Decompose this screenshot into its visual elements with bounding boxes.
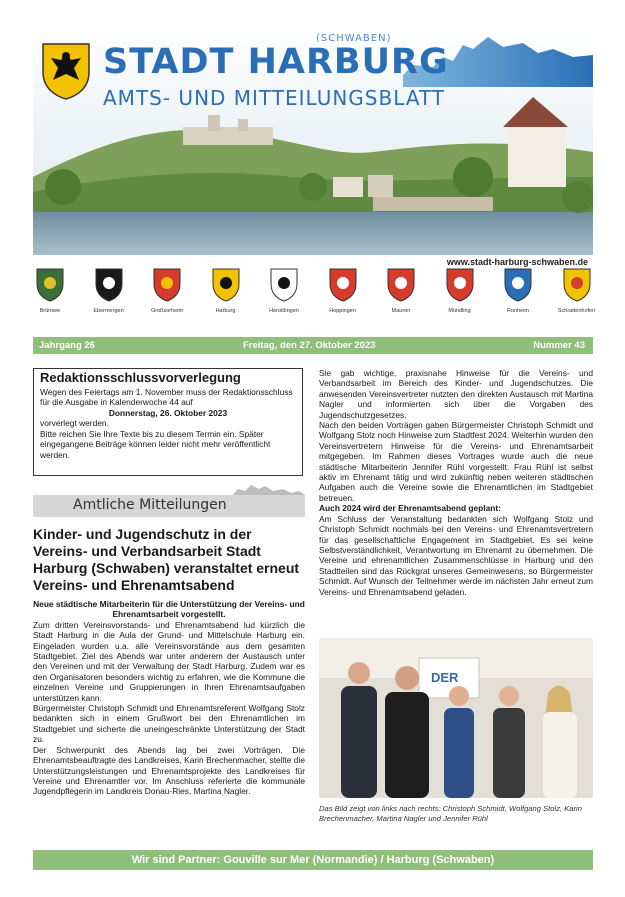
district-crest-label: Mündling bbox=[448, 308, 471, 314]
article-subheadline: Neue städtische Mitarbeiterin für die Unterstützung der Vereins- und Ehrenamtsarbeit vorgestellt. bbox=[33, 599, 305, 620]
deadline-notice-box bbox=[33, 368, 303, 476]
partner-footer: Wir sind Partner: Gouville sur Mer (Normandie) / Harburg (Schwaben) bbox=[33, 850, 593, 870]
section-label: Amtliche Mitteilungen bbox=[73, 497, 227, 513]
district-crest-icon bbox=[329, 268, 357, 302]
district-crest-icon bbox=[387, 268, 415, 302]
district-crest-label: Ebermergen bbox=[93, 308, 124, 314]
district-crest-icon bbox=[270, 268, 298, 302]
issue-volume: Jahrgang 26 bbox=[39, 340, 95, 351]
website-link[interactable]: www.stadt-harburg-schwaben.de bbox=[446, 257, 588, 267]
district-crest-label: Brünsee bbox=[39, 308, 61, 314]
district-crest-label: Schrattenhofen bbox=[557, 308, 596, 314]
photo-caption: Das Bild zeigt von links nach rechts: Christoph Schmidt, Wolfgang Stolz, Karin Brechenmacher, Martina Nagler und Jennifer Rühl bbox=[319, 804, 582, 823]
district-crest-icon bbox=[36, 268, 64, 302]
district-crest-icon bbox=[504, 268, 532, 302]
district-crest-label: Großsorheim bbox=[150, 308, 184, 314]
district-crest-icon bbox=[153, 268, 181, 302]
masthead-region: (SCHWABEN) bbox=[316, 33, 392, 44]
masthead-title bbox=[103, 42, 449, 82]
district-crest-label: Mauren bbox=[391, 308, 411, 314]
article-left-column bbox=[33, 526, 305, 797]
district-crest bbox=[254, 268, 314, 314]
district-crest-label: Harburg bbox=[215, 308, 236, 314]
issue-date: Freitag, den 27. Oktober 2023 bbox=[243, 340, 376, 351]
masthead-title-part2: HARBURG bbox=[247, 42, 449, 82]
district-crest-icon bbox=[212, 268, 240, 302]
district-crest-label: Heroldingen bbox=[269, 308, 299, 314]
masthead-title-part1: STADT bbox=[103, 42, 235, 82]
district-crest bbox=[313, 268, 373, 314]
article-paragraph-3: Der Schwerpunkt des Abends lag bei zwei Vorträgen. Die Ehrenamtsbeauftragte des Landkreises, Karin Brechenmacher, stellte die Unterstützungsleistungen und Ehrenamtsprojekte des Landkreises für Vereine und Ehrenamtler vor. Im Anschluss referierte die kommunale Jugendpflegerin im Landkreis Donau-Ries, Martina Nagler. bbox=[33, 744, 305, 797]
section-banner bbox=[33, 483, 305, 519]
article-paragraph-6: Am Schluss der Veranstaltung bedankten sich Wolfgang Stolz und Christoph Schmidt nochmals bei den Vereins- und Ehrenamtsvertretern für das gesellschaftliche Engagement im Stadtgebiet. Es sei keine Selbstverständlichkeit, Verantwortung im Ehrenamt zu übernehmen. Die Vereine und ehrenamtlichen Zusammenschlüsse in Harburg und den Stadtteilen sind das Rückgrat unseres Gemeinwesens, so Bürgermeister Schmidt. Auf Wunsch der Teilnehmer werde im nächsten Jahr erneut zum Vereins- und Ehrenamtsabend geladen. bbox=[319, 513, 593, 597]
group-photo bbox=[319, 638, 593, 798]
district-crest-icon bbox=[446, 268, 474, 302]
article-headline: Kinder- und Jugendschutz in der Vereins- und Verbandsarbeit Stadt Harburg (Schwaben) veranstaltet erneut Vereins- und Ehrenamtsabend bbox=[33, 526, 300, 593]
district-crest-label: Hoppingen bbox=[329, 308, 356, 314]
district-crest bbox=[137, 268, 197, 314]
notice-date: Donnerstag, 26. Oktober 2023 bbox=[108, 407, 228, 418]
notice-text-2: vorverlegt werden. bbox=[40, 418, 109, 428]
article-subheading: Auch 2024 wird der Ehrenamtsabend geplant: bbox=[319, 503, 501, 514]
masthead-subtitle: AMTS- UND MITTEILUNGSBLATT bbox=[103, 86, 446, 110]
masthead bbox=[33, 27, 593, 255]
district-crest bbox=[79, 268, 139, 314]
district-crest bbox=[430, 268, 490, 314]
district-crest bbox=[488, 268, 548, 314]
issue-info-bar bbox=[33, 337, 593, 354]
harburg-crest-icon bbox=[41, 42, 91, 100]
district-crest bbox=[547, 268, 607, 314]
district-crests bbox=[20, 268, 610, 330]
district-crest bbox=[371, 268, 431, 314]
article-paragraph-1: Zum dritten Vereinsvorstands- und Ehrenamtsabend lud kürzlich die Stadt Harburg in die Aula der Grund- und Mittelschule Harburg ein. Eingeladen wurden u.a. alle Vereinsvorstände aus dem gesamten Stadtgebiet. Ziel des Abends war unter anderem der Austausch unter den Vereinen und mit der Verwaltung der Stadt Harburg. Zudem war es den Organisatoren besonders wichtig zu erfahren, wie die Kommune die einzelnen Vereine und Gruppierungen in Ihren Ehrenamtsaufgaben unterstützen kann. bbox=[33, 619, 305, 703]
issue-number: Nummer 43 bbox=[533, 340, 585, 351]
district-crest-icon bbox=[95, 268, 123, 302]
district-crest bbox=[20, 268, 80, 314]
district-crest bbox=[196, 268, 256, 314]
article-right-column bbox=[319, 368, 593, 597]
notice-text-1: Wegen des Feiertags am 1. November muss der Redaktionsschluss für die Ausgabe in Kalenderwoche 44 auf bbox=[40, 386, 293, 407]
photo-sign-text: DER bbox=[431, 670, 459, 685]
notice-text-3: Bitte reichen Sie Ihre Texte bis zu diesem Termin ein. Später eingegangene Beiträge können leider nicht mehr veröffentlicht werden. bbox=[40, 428, 271, 460]
article-paragraph-4: Sie gab wichtige, praxisnahe Hinweise für die Vereins- und Verbandsarbeit im Bereich des Kinder- und Jugendschutzes. Die anwesenden Vereinsvertreter nutzten den direkten Austausch mit Martina Nagler und informierten sich über die Vorgaben des Jugendschutzgesetzes. bbox=[319, 368, 593, 420]
article-paragraph-2: Bürgermeister Christoph Schmidt und Ehrenamtsreferent Wolfgang Stolz bedankten sich in einem Grußwort bei den Ehrenamtlichen im Stadtgebiet und sicherte die uneingeschränkte Unterstützung der Stadt zu. bbox=[33, 703, 305, 745]
district-crest-icon bbox=[563, 268, 591, 302]
article-paragraph-5: Nach den beiden Vorträgen gaben Bürgermeister Christoph Schmidt und Wolfgang Stolz noch Hinweise zum Stadtfest 2024. Weiterhin wurden den Vereinsvertretern Hinweise für die Vereins- und Ehrenamtsarbeit mitgegeben. Im Rahmen dieses Vortrages wurde auch die neue städtische Mitarbeiterin Jennifer Rühl vorgestellt. Frau Rühl ist selbst aktiv im Ehrenamt tätig und wird zukünftig neben weiteren städtischen Aufgaben auch die Vereine sowie die Ehrenamtlichen im Stadtgebiet betreuen. bbox=[319, 420, 593, 503]
district-crest-label: Ronheim bbox=[506, 308, 529, 314]
notice-title: Redaktionsschlussvorverlegung bbox=[40, 370, 241, 385]
